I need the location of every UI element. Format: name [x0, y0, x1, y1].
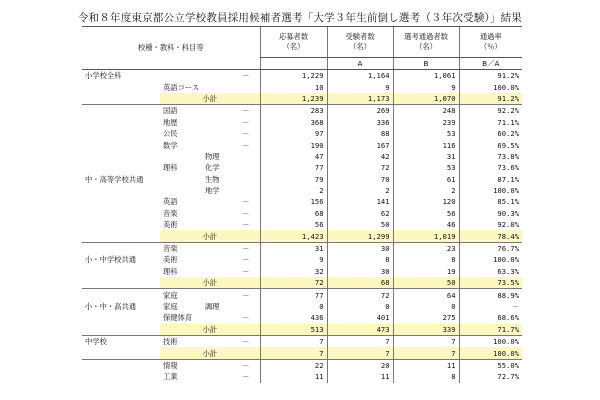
rate-cell: 100.0%	[459, 185, 522, 196]
rate-cell: 85.1%	[459, 196, 522, 207]
rate-cell: 91.2%	[459, 93, 522, 105]
group-cell: 中学校	[82, 335, 160, 347]
subject-cell: 英語	[163, 197, 178, 207]
applicants-cell: 190	[260, 139, 327, 150]
dash-cell: －	[232, 242, 260, 254]
examinees-cell: 30	[327, 266, 393, 277]
examinees-cell: 7	[327, 347, 393, 359]
examinees-cell: 70	[327, 174, 393, 185]
subject-cell: 家庭	[163, 302, 178, 311]
rate-cell: 100.0%	[459, 254, 522, 265]
table-row	[82, 266, 522, 277]
applicants-cell: 7	[260, 347, 327, 359]
subject-cell: 保健体育	[163, 313, 193, 323]
table-row	[82, 312, 522, 323]
subject-cell: 美術	[163, 255, 178, 265]
subject-cell	[160, 185, 202, 196]
applicants-cell: 1,229	[260, 70, 327, 82]
subsubject-cell	[202, 128, 232, 139]
passers-cell: 64	[393, 289, 459, 301]
passers-cell: 50	[393, 277, 459, 289]
dash-cell: －	[242, 372, 250, 382]
table-row	[82, 242, 522, 254]
subtotal-row	[82, 324, 522, 336]
dash-cell	[232, 162, 260, 173]
group-cell: 小学校全科	[82, 70, 160, 82]
header-passers: 選考通過者数 （名）	[393, 27, 459, 58]
subtotal-label: 小計	[160, 93, 260, 105]
passers-cell: 120	[393, 196, 459, 207]
rate-cell: 92.2%	[459, 105, 522, 117]
subsubject-cell: 生物	[205, 174, 220, 184]
examinees-cell: 269	[327, 105, 393, 117]
group-cell	[82, 266, 160, 277]
header-applicants: 応募者数 （名）	[260, 27, 327, 58]
rate-cell: 76.7%	[459, 242, 522, 254]
subtotal-row	[82, 347, 522, 359]
examinees-cell: 167	[327, 139, 393, 150]
passers-cell: 53	[393, 162, 459, 173]
passers-cell: 1,061	[393, 70, 459, 82]
dash-cell	[232, 151, 260, 162]
subsubject-cell	[202, 359, 232, 371]
table-row	[82, 105, 522, 117]
passers-cell: 9	[393, 81, 459, 92]
passers-cell: 248	[393, 105, 459, 117]
applicants-cell: 56	[260, 219, 327, 230]
applicants-cell: 31	[260, 242, 327, 254]
subsubject-cell	[202, 266, 232, 277]
applicants-cell: 22	[260, 359, 327, 371]
subsubject-cell	[202, 254, 232, 265]
dash-cell: －	[242, 255, 250, 265]
rate-cell: 60.2%	[459, 128, 522, 139]
subject-cell: 技術	[160, 335, 202, 347]
applicants-cell: 1,239	[260, 93, 327, 105]
group-cell	[82, 359, 160, 371]
applicants-cell: 283	[260, 105, 327, 117]
applicants-cell: 436	[260, 312, 327, 323]
subtotal-label: 小計	[160, 230, 260, 242]
rate-cell: 91.2%	[459, 70, 522, 82]
subject-cell: 国語	[160, 105, 202, 117]
applicants-cell: 2	[260, 185, 327, 196]
group-cell	[82, 162, 160, 173]
subtotal-label: 小計	[160, 347, 260, 359]
applicants-cell: 79	[260, 174, 327, 185]
dash-cell: －	[242, 313, 250, 323]
passers-cell: 1,070	[393, 93, 459, 105]
rate-cell: －	[459, 301, 522, 312]
group-cell	[82, 105, 160, 117]
examinees-cell: 7	[327, 335, 393, 347]
subsubject-cell	[202, 105, 232, 117]
rate-cell: 73.6%	[459, 162, 522, 173]
subsubject-cell	[202, 335, 232, 347]
dash-cell: －	[242, 220, 250, 230]
examinees-cell: 20	[327, 359, 393, 371]
examinees-cell: 42	[327, 151, 393, 162]
subject-cell: 音楽	[163, 208, 178, 218]
table-row	[82, 128, 522, 139]
subject-cell: 公民	[163, 129, 178, 139]
subject-cell	[160, 151, 202, 162]
rate-cell: 68.6%	[459, 312, 522, 323]
examinees-cell: 8	[327, 254, 393, 265]
subject-cell: 工業	[163, 372, 178, 382]
group-cell	[82, 324, 160, 336]
applicants-cell: 77	[260, 289, 327, 301]
table-row	[82, 371, 522, 382]
group-cell	[82, 185, 160, 196]
table-row	[82, 335, 522, 347]
examinees-cell: 1,164	[327, 70, 393, 82]
rate-cell: 90.3%	[459, 208, 522, 219]
examinees-cell: 0	[327, 301, 393, 312]
dash-cell: －	[232, 289, 260, 301]
table-row	[82, 359, 522, 371]
subsubject-cell	[202, 81, 232, 92]
applicants-cell: 368	[260, 117, 327, 128]
applicants-cell: 68	[260, 208, 327, 219]
header-examinees: 受験者数 （名）	[327, 27, 393, 58]
header-col-ba: B／A	[459, 58, 522, 70]
subject-cell: 家庭	[160, 289, 202, 301]
subsubject-cell: 化学	[205, 163, 220, 173]
applicants-cell: 0	[260, 301, 327, 312]
examinees-cell: 62	[327, 208, 393, 219]
rate-cell: 71.7%	[459, 324, 522, 336]
subtotal-label: 小計	[160, 324, 260, 336]
group-cell	[82, 81, 160, 92]
rate-cell: 100.0%	[459, 347, 522, 359]
subsubject-cell	[202, 139, 232, 150]
applicants-cell: 10	[260, 81, 327, 92]
examinees-cell: 11	[327, 371, 393, 382]
page-title: 令和８年度東京都公立学校教員採用候補者選考「大学３年生前倒し選考（３年次受験）」結果	[77, 12, 523, 24]
passers-cell: 7	[393, 347, 459, 359]
rate-cell: 55.0%	[459, 359, 522, 371]
header-col-a: A	[327, 58, 393, 70]
table-row	[82, 139, 522, 150]
passers-cell: 56	[393, 208, 459, 219]
passers-cell: 1,019	[393, 230, 459, 242]
subject-cell	[160, 70, 202, 82]
passers-cell: 8	[393, 254, 459, 265]
subject-cell: 英語コース	[163, 82, 200, 92]
dash-cell: －	[242, 208, 250, 218]
subject-cell: 地歴	[163, 117, 178, 127]
passers-cell: 61	[393, 174, 459, 185]
group-cell	[82, 242, 160, 254]
applicants-cell: 156	[260, 196, 327, 207]
examinees-cell: 1,299	[327, 230, 393, 242]
dash-cell: －	[242, 117, 250, 127]
rate-cell: 78.4%	[459, 230, 522, 242]
table-row	[82, 81, 522, 92]
group-cell	[82, 208, 160, 219]
examinees-cell: 473	[327, 324, 393, 336]
examinees-cell: 401	[327, 312, 393, 323]
subject-cell	[160, 174, 202, 185]
subject-cell: 美術	[163, 220, 178, 230]
passers-cell: 53	[393, 128, 459, 139]
subtotal-label: 小計	[160, 277, 260, 289]
header-col-b: B	[393, 58, 459, 70]
rate-cell: 63.3%	[459, 266, 522, 277]
group-cell	[82, 289, 160, 301]
header-rate: 通過率 （％）	[459, 27, 522, 58]
dash-cell: －	[232, 335, 260, 347]
subtotal-row	[82, 277, 522, 289]
group-cell: 小・中学校共通	[85, 255, 137, 265]
passers-cell: 7	[393, 335, 459, 347]
group-cell	[82, 277, 160, 289]
passers-cell: 339	[393, 324, 459, 336]
table-row	[82, 70, 522, 82]
passers-cell: 116	[393, 139, 459, 150]
applicants-cell: 97	[260, 128, 327, 139]
applicants-cell: 9	[260, 254, 327, 265]
subsubject-cell: 調理	[205, 302, 220, 311]
group-cell	[82, 312, 160, 323]
table-row	[82, 174, 522, 185]
table-row	[82, 289, 522, 301]
subsubject-cell	[202, 208, 232, 219]
group-cell	[82, 128, 160, 139]
table-row	[82, 162, 522, 173]
group-cell	[82, 139, 160, 150]
passers-cell: 0	[393, 301, 459, 312]
rate-cell: 92.0%	[459, 219, 522, 230]
subject-cell: 数学	[163, 140, 178, 150]
examinees-cell: 336	[327, 117, 393, 128]
rate-cell: 73.8%	[459, 151, 522, 162]
passers-cell: 23	[393, 242, 459, 254]
group-cell	[82, 347, 160, 359]
table-row	[82, 219, 522, 230]
rate-cell: 72.7%	[459, 371, 522, 382]
subject-cell: 理科	[163, 163, 178, 173]
examinees-cell: 2	[327, 185, 393, 196]
applicants-cell: 11	[260, 371, 327, 382]
subsubject-cell: 地学	[205, 186, 220, 196]
group-cell	[82, 371, 160, 382]
rate-cell: 73.5%	[459, 277, 522, 289]
dash-cell	[232, 81, 260, 92]
subject-cell: 音楽	[160, 242, 202, 254]
rate-cell: 69.5%	[459, 139, 522, 150]
examinees-cell: 30	[327, 242, 393, 254]
examinees-cell: 9	[327, 81, 393, 92]
table-row	[82, 196, 522, 207]
group-cell	[82, 93, 160, 105]
subsubject-cell	[202, 70, 232, 82]
group-cell	[82, 230, 160, 242]
table-row	[82, 208, 522, 219]
passers-cell: 275	[393, 312, 459, 323]
subtotal-row	[82, 230, 522, 242]
applicants-cell: 1,423	[260, 230, 327, 242]
group-cell	[82, 151, 160, 162]
dash-cell: －	[242, 197, 250, 207]
subsubject-cell	[202, 289, 232, 301]
passers-cell: 11	[393, 359, 459, 371]
results-table	[82, 26, 522, 383]
examinees-cell: 72	[327, 162, 393, 173]
examinees-cell: 141	[327, 196, 393, 207]
rate-cell: 100.0%	[459, 335, 522, 347]
table-row	[82, 254, 522, 265]
dash-cell	[232, 174, 260, 185]
group-cell	[82, 117, 160, 128]
passers-cell: 2	[393, 185, 459, 196]
group-cell	[82, 196, 160, 207]
examinees-cell: 68	[327, 277, 393, 289]
applicants-cell: 47	[260, 151, 327, 162]
examinees-cell: 72	[327, 289, 393, 301]
table-row	[82, 117, 522, 128]
passers-cell: 31	[393, 151, 459, 162]
applicants-cell: 72	[260, 277, 327, 289]
subject-cell: 情報	[160, 359, 202, 371]
dash-cell: －	[242, 129, 250, 139]
passers-cell: 19	[393, 266, 459, 277]
group-cell: 小・中・高共通	[85, 302, 137, 311]
subsubject-cell	[202, 371, 232, 382]
group-cell: 中・高等学校共通	[85, 174, 144, 184]
examinees-cell: 50	[327, 219, 393, 230]
dash-cell: －	[232, 105, 260, 117]
subsubject-cell	[202, 196, 232, 207]
applicants-cell: 7	[260, 335, 327, 347]
table-row	[82, 301, 522, 312]
applicants-cell: 77	[260, 162, 327, 173]
passers-cell: 8	[393, 371, 459, 382]
applicants-cell: 513	[260, 324, 327, 336]
subtotal-row	[82, 93, 522, 105]
dash-cell: －	[232, 359, 260, 371]
subject-cell: 理科	[163, 266, 178, 276]
subsubject-cell	[202, 219, 232, 230]
table-row	[82, 185, 522, 196]
passers-cell: 46	[393, 219, 459, 230]
group-cell	[82, 219, 160, 230]
passers-cell: 239	[393, 117, 459, 128]
dash-cell: －	[242, 140, 250, 150]
dash-cell	[232, 185, 260, 196]
examinees-cell: 1,173	[327, 93, 393, 105]
rate-cell: 71.1%	[459, 117, 522, 128]
table-row	[82, 151, 522, 162]
examinees-cell: 88	[327, 128, 393, 139]
rate-cell: 100.0%	[459, 81, 522, 92]
subsubject-cell	[202, 242, 232, 254]
header-category: 校種・教科・科目等	[82, 27, 260, 70]
applicants-cell: 32	[260, 266, 327, 277]
rate-cell: 87.1%	[459, 174, 522, 185]
dash-cell: －	[232, 70, 260, 82]
subsubject-cell: 物理	[205, 151, 220, 161]
subsubject-cell	[202, 312, 232, 323]
dash-cell	[232, 301, 260, 312]
dash-cell: －	[242, 266, 250, 276]
rate-cell: 88.9%	[459, 289, 522, 301]
subsubject-cell	[202, 117, 232, 128]
